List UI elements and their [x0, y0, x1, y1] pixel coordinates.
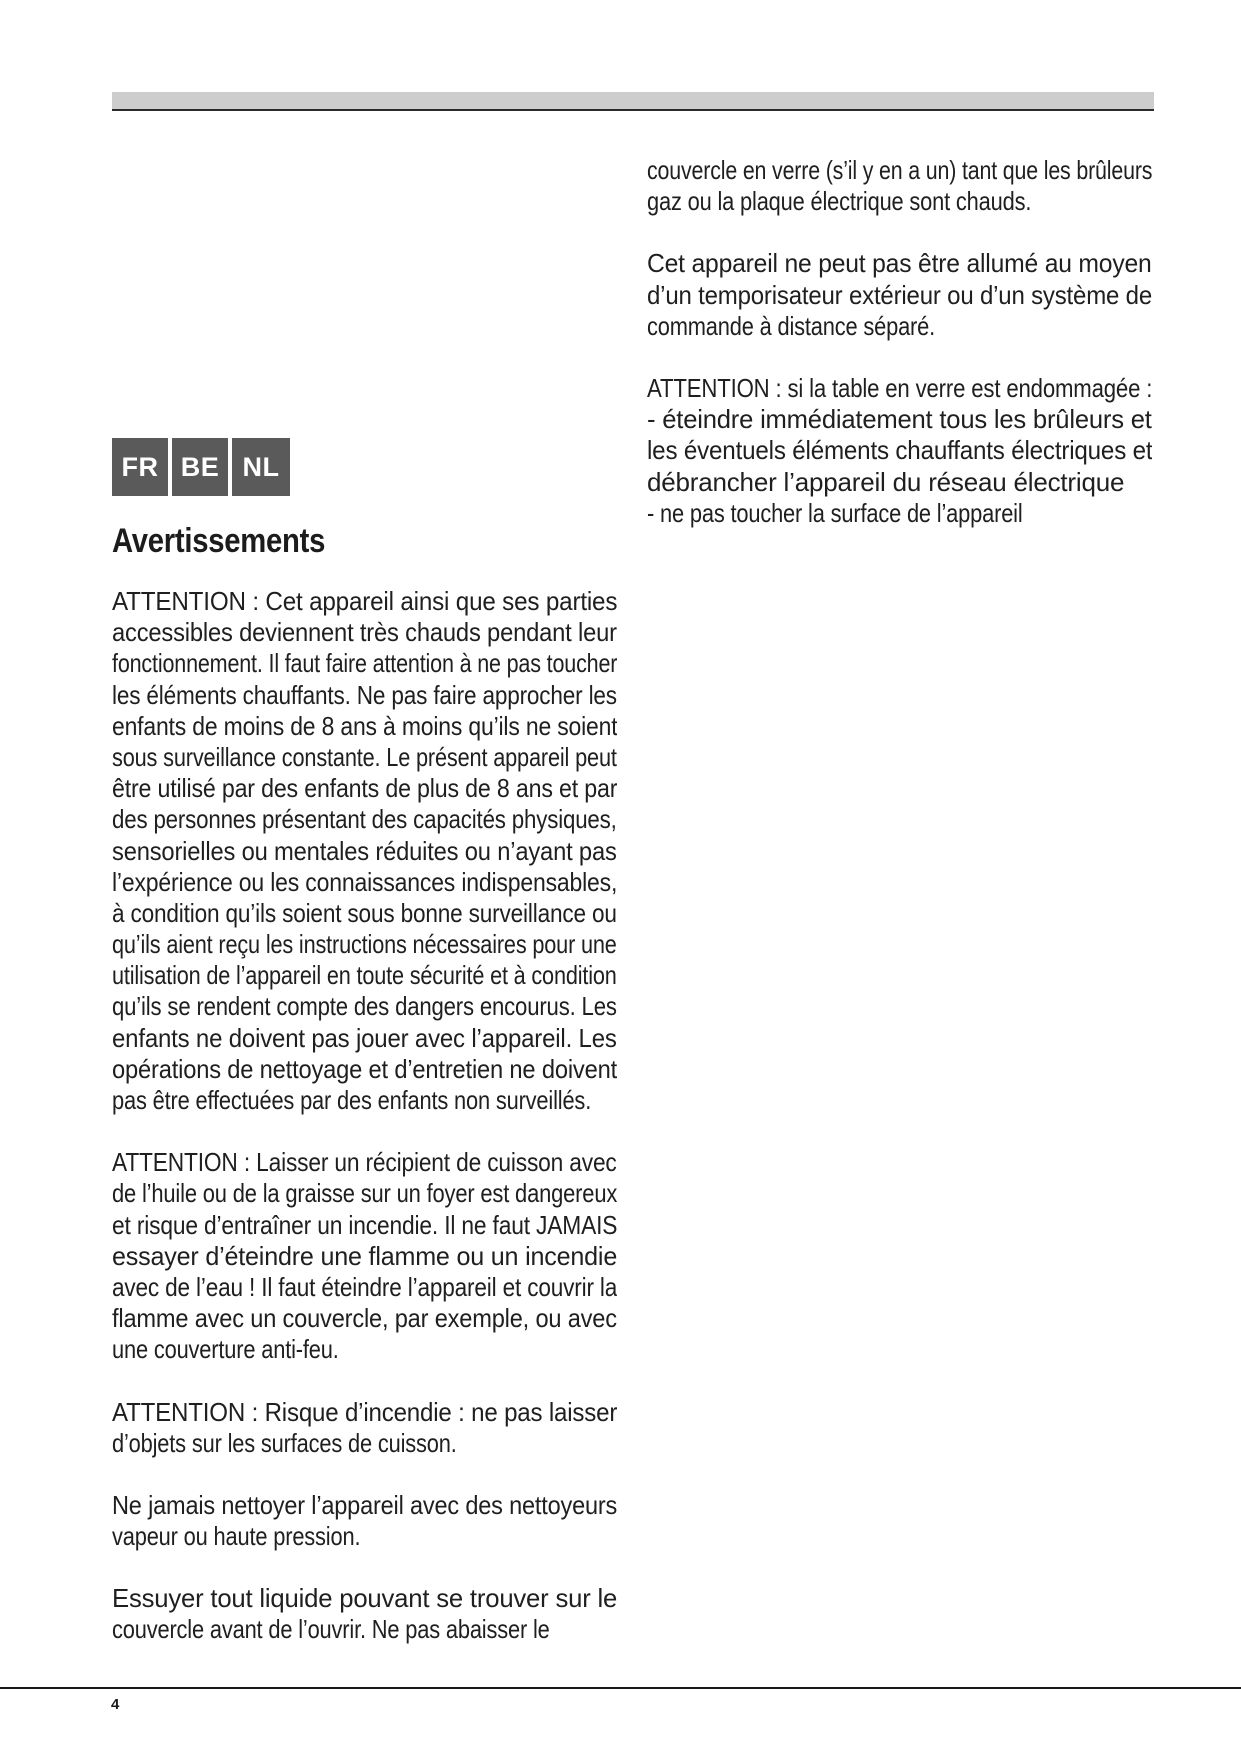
language-badges: [112, 438, 290, 496]
text-line: essayer d’éteindre une flamme ou un incendie: [112, 1240, 617, 1271]
text-line: sensorielles ou mentales réduites ou n’ayant pas: [112, 835, 617, 866]
text-line: enfants ne doivent pas jouer avec l’appareil. Les: [112, 1022, 617, 1053]
text-line: l’expérience ou les connaissances indispensables,: [112, 866, 617, 897]
right-column: [647, 155, 1152, 560]
text-line: et risque d’entraîner un incendie. Il ne faut JAMAIS: [112, 1209, 617, 1240]
paragraph: [112, 1397, 617, 1459]
text-line: fonctionnement. Il faut faire attention à ne pas toucher: [112, 648, 617, 679]
left-column: [112, 586, 617, 1677]
text-line: opérations de nettoyage et d’entretien ne doivent: [112, 1053, 617, 1084]
paragraph: [112, 1490, 617, 1552]
header-rule: [112, 109, 1154, 111]
text-line: - ne pas toucher la surface de l’appareil: [647, 497, 1023, 528]
footer-rule: [0, 1687, 1241, 1689]
text-line: ATTENTION : si la table en verre est endommagée :: [647, 372, 1152, 403]
text-line: qu’ils aient reçu les instructions nécessaires pour une: [112, 929, 617, 960]
text-line: sous surveillance constante. Le présent appareil peut: [112, 741, 617, 772]
text-line: débrancher l’appareil du réseau électrique: [647, 466, 1125, 497]
header-band: [112, 92, 1154, 109]
text-line: ATTENTION : Risque d’incendie : ne pas laisser: [112, 1396, 617, 1427]
text-line: utilisation de l’appareil en toute sécurité et à condition: [112, 960, 617, 991]
text-line: à condition qu’ils soient sous bonne surveillance ou: [112, 897, 617, 928]
text-line: accessibles deviennent très chauds pendant leur: [112, 617, 617, 648]
text-line: des personnes présentant des capacités physiques,: [112, 804, 617, 835]
text-line: Essuyer tout liquide pouvant se trouver sur le: [112, 1583, 617, 1614]
page-number: 4: [111, 1696, 120, 1713]
text-line: ATTENTION : Cet appareil ainsi que ses parties: [112, 586, 617, 616]
text-line: vapeur ou haute pression.: [112, 1521, 361, 1552]
text-line: Cet appareil ne peut pas être allumé au moyen: [647, 248, 1152, 279]
text-line: d’un temporisateur extérieur ou d’un système de: [647, 279, 1152, 310]
text-line: - éteindre immédiatement tous les brûleurs et: [647, 404, 1152, 435]
language-badge-fr: FR: [112, 438, 168, 496]
paragraph: [647, 248, 1152, 342]
text-line: ATTENTION : Laisser un récipient de cuisson avec: [112, 1147, 617, 1178]
text-line: commande à distance séparé.: [647, 310, 936, 341]
text-line: être utilisé par des enfants de plus de 8 ans et par: [112, 773, 617, 804]
section-title: Avertissements: [112, 522, 326, 560]
paragraph: [112, 586, 617, 1116]
text-line: avec de l’eau ! Il faut éteindre l’appareil et couvrir la: [112, 1271, 617, 1302]
text-line: gaz ou la plaque électrique sont chauds.: [647, 186, 1032, 217]
paragraph: [647, 155, 1152, 217]
text-line: flamme avec un couvercle, par exemple, ou avec: [112, 1303, 617, 1334]
text-line: une couverture anti-feu.: [112, 1334, 339, 1365]
paragraph: [647, 373, 1152, 529]
text-line: couvercle en verre (s’il y en a un) tant que les brûleurs: [647, 155, 1152, 185]
text-line: les éléments chauffants. Ne pas faire approcher les: [112, 679, 617, 710]
text-line: les éventuels éléments chauffants électriques et: [647, 435, 1152, 466]
text-line: qu’ils se rendent compte des dangers encourus. Les: [112, 991, 617, 1022]
text-line: Ne jamais nettoyer l’appareil avec des nettoyeurs: [112, 1489, 617, 1520]
text-line: enfants de moins de 8 ans à moins qu’ils ne soient: [112, 710, 617, 741]
paragraph: [112, 1147, 617, 1365]
text-line: de l’huile ou de la graisse sur un foyer est dangereux: [112, 1178, 617, 1209]
text-line: couvercle avant de l’ouvrir. Ne pas abaisser le: [112, 1614, 550, 1645]
paragraph: [112, 1583, 617, 1645]
language-badge-be: BE: [172, 438, 228, 496]
text-line: d’objets sur les surfaces de cuisson.: [112, 1427, 457, 1458]
text-line: pas être effectuées par des enfants non surveillés.: [112, 1085, 592, 1115]
language-badge-nl: NL: [232, 438, 290, 496]
